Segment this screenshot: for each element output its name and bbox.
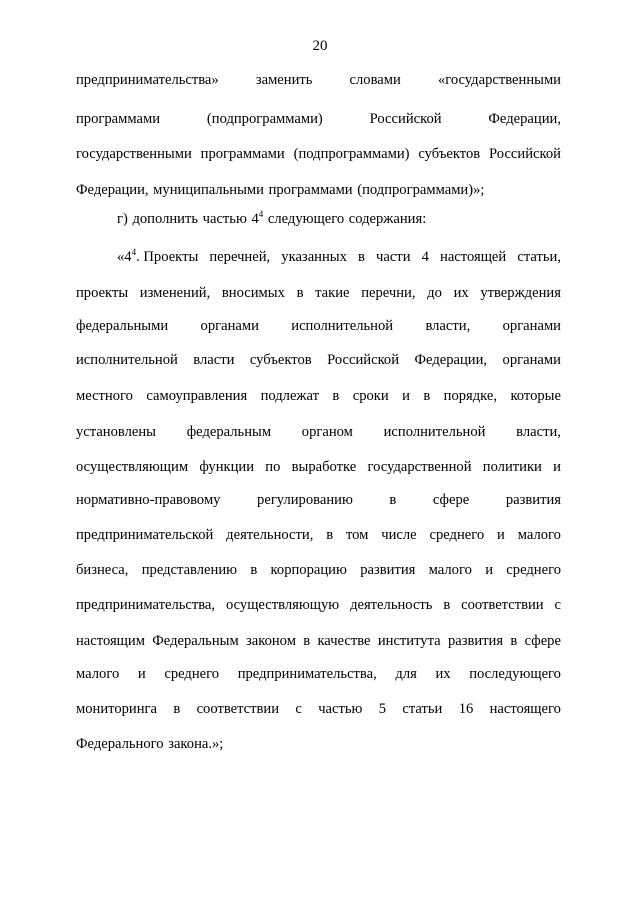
word: Федерального [76,736,164,752]
word: следующего [267,211,345,227]
word: 16 [458,701,474,717]
word: федеральными [76,318,169,334]
page-number: 20 [312,38,328,54]
word: политики [482,459,542,475]
word: в [250,562,258,578]
text-line [76,699,561,719]
word: содержания: [348,211,427,227]
word: сроки [352,388,389,404]
word: осуществляющую [225,597,340,613]
word: в [332,388,340,404]
text-line [117,247,561,267]
text-line [76,70,561,90]
word: с [554,597,561,613]
word: федеральным [186,424,272,440]
word: соответствии [461,597,544,613]
text-line [76,386,561,406]
word: их [435,666,451,682]
word: в [358,249,365,265]
word: и [553,459,561,475]
word: деятельности, [226,527,314,543]
word: в [303,633,311,649]
word: статьи, [517,249,561,265]
word: статьи [402,701,443,717]
word: органом [301,424,353,440]
superscript-term: $4^4$ [251,209,264,227]
word: среднего [506,562,561,578]
word: Федерации, [414,352,488,368]
word: качестве [317,633,371,649]
word: самоуправления [146,388,248,404]
word: такие [315,285,350,301]
word: закона.»; [168,736,224,752]
word: сфере [432,492,470,508]
word: субъектов [249,352,312,368]
word: развития [360,562,416,578]
word: исполнительной [76,352,178,368]
word: Федеральным [152,633,239,649]
word: 4 [421,249,429,265]
text-line [76,664,561,684]
text-line [76,490,561,510]
word: утверждения [480,285,561,301]
text-line [76,180,561,200]
word: в [443,597,451,613]
text-line [76,316,561,336]
word: до [427,285,442,301]
word: власти, [425,318,471,334]
text-line [76,457,561,477]
word: и [497,527,505,543]
word: бизнеса, [76,562,129,578]
word: муниципальными [153,182,264,198]
word: дополнить [132,211,199,227]
word: Российской [489,146,561,162]
word: их [453,285,469,301]
text-line [76,422,561,442]
word: «государственными [437,72,561,88]
word: представлению [141,562,238,578]
word: настоящим [76,633,145,649]
word: нормативно-правовому [76,492,221,508]
word: частью [202,211,247,227]
word: и [402,388,410,404]
word: власти, [516,424,561,440]
word: субъектов [418,146,481,162]
word: законом [245,633,296,649]
word: корпорацию [270,562,347,578]
word: в [173,701,181,717]
word: установлены [76,424,156,440]
word: предпринимательства» [76,72,219,88]
word: подлежат [260,388,319,404]
word: развития [447,633,504,649]
text-line [76,144,561,164]
word: вносимых [221,285,285,301]
word: малого [76,666,120,682]
word: государственными [76,146,192,162]
word: г) [117,211,128,227]
word: органами [200,318,259,334]
word: мониторинга [76,701,158,717]
word: с [295,701,302,717]
word: (подпрограммами) [293,146,410,162]
word: предпринимательской [76,527,214,543]
word: развития [505,492,561,508]
word: настоящей [440,249,507,265]
word: осуществляющим [76,459,189,475]
word: и [137,666,146,682]
word: в [510,633,518,649]
word: числе [381,527,417,543]
word: настоящего [489,701,561,717]
word: регулированию [257,492,353,508]
word: в [423,388,431,404]
word: перечней, [209,249,271,265]
word: соответствии [196,701,280,717]
word: института [377,633,441,649]
text-line [76,560,561,580]
text-line [76,109,561,129]
text-line [76,631,561,651]
word: том [345,527,369,543]
word: среднего [429,527,485,543]
word: предпринимательства, [76,597,216,613]
word: предпринимательства, [237,666,377,682]
word: порядке, [443,388,498,404]
word: изменений, [139,285,211,301]
word: перечни, [361,285,416,301]
text-line [76,525,561,545]
word: частью [318,701,363,717]
text-line [76,283,561,303]
word: Федерации, [488,111,561,127]
word: сфере [524,633,561,649]
word: последующего [469,666,561,682]
word: исполнительной [291,318,394,334]
word: которые [510,388,561,404]
superscript-lead: «$4^4$. Проекты [117,247,199,265]
word: малого [428,562,472,578]
word: органами [502,352,561,368]
text-line [117,209,561,229]
word: Российской [327,352,400,368]
word: местного [76,388,133,404]
word: по [265,459,281,475]
word: в [296,285,304,301]
text-line [76,734,561,754]
word: государственной [367,459,472,475]
word: Российской [369,111,442,127]
word: в [389,492,397,508]
word: Федерации, [76,182,149,198]
word: программами [268,182,353,198]
word: проекты [76,285,129,301]
word: органами [502,318,561,334]
word: в [326,527,334,543]
text-line [76,350,561,370]
word: и [485,562,493,578]
word: деятельность [350,597,433,613]
word: указанных [281,249,347,265]
word: исполнительной [383,424,486,440]
word: программами [200,146,285,162]
word: программами [76,111,161,127]
word: среднего [164,666,220,682]
word: функции [199,459,255,475]
text-line [76,595,561,615]
word: 5 [378,701,387,717]
word: части [376,249,411,265]
word: выработке [291,459,357,475]
word: для [395,666,417,682]
word: заменить [255,72,313,88]
word: власти [193,352,235,368]
word: словами [349,72,401,88]
word: (подпрограммами)»; [357,182,485,198]
word: (подпрограммами) [206,111,323,127]
word: малого [517,527,561,543]
